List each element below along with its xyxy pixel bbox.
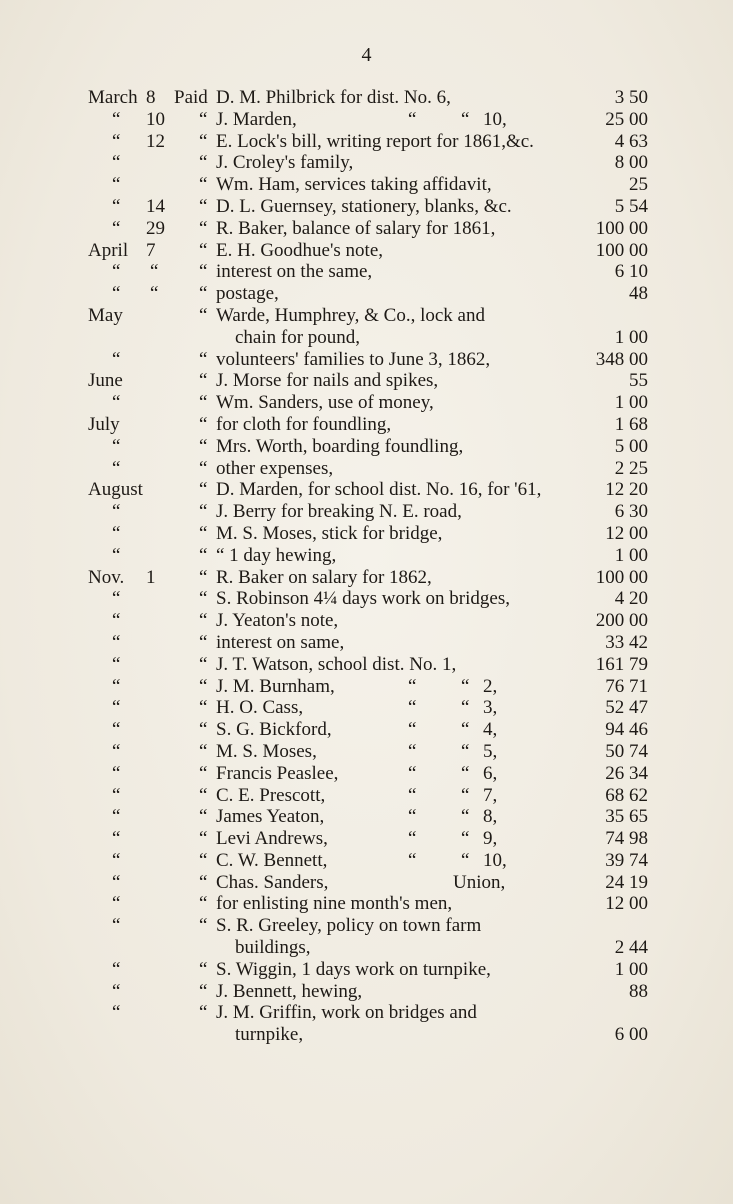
entry-day: 1 — [146, 566, 156, 588]
month-ditto-mark: “ — [112, 174, 121, 196]
entry-amount: 4 20 — [614, 588, 648, 610]
entry-day: 7 — [146, 239, 156, 261]
paid-ditto-mark: “ — [199, 653, 208, 675]
ledger-row — [88, 436, 648, 458]
district-number: 3, — [483, 697, 498, 719]
entry-amount: 50 74 — [605, 740, 648, 762]
paid-ditto-mark: “ — [199, 108, 208, 130]
month-ditto-mark: “ — [112, 195, 121, 217]
ledger-row — [88, 479, 648, 501]
ledger-row — [88, 828, 648, 850]
entry-description: J. Bennett, hewing, — [216, 980, 363, 1002]
paid-ditto-mark: “ — [199, 435, 208, 457]
month-ditto-mark: “ — [112, 631, 121, 653]
ledger-row — [88, 872, 648, 894]
month-ditto-mark: “ — [112, 457, 121, 479]
entry-description: interest on same, — [216, 631, 345, 653]
ledger-row — [88, 327, 648, 349]
month-ditto-mark: “ — [112, 348, 121, 370]
entry-amount: 39 74 — [605, 849, 648, 871]
month-ditto-mark: “ — [112, 653, 121, 675]
month-ditto-mark: “ — [112, 806, 121, 828]
month-ditto-mark: “ — [112, 435, 121, 457]
ledger-row — [88, 937, 648, 959]
entry-month: Nov. — [88, 566, 125, 588]
ditto-mark: “ — [408, 828, 417, 850]
ledger-row — [88, 218, 648, 240]
entry-amount: 6 30 — [614, 501, 648, 523]
paid-ditto-mark: “ — [199, 239, 208, 261]
paid-ditto-mark: “ — [199, 304, 208, 326]
entry-amount: 100 00 — [595, 217, 648, 239]
paid-ditto-mark: “ — [199, 261, 208, 283]
ditto-mark: “ — [461, 806, 470, 828]
paid-ditto-mark: “ — [199, 174, 208, 196]
ledger-row — [88, 1002, 648, 1024]
month-ditto-mark: “ — [112, 828, 121, 850]
month-ditto-mark: “ — [112, 1002, 121, 1024]
entry-amount: 25 — [629, 174, 648, 196]
paid-ditto-mark: “ — [199, 457, 208, 479]
entry-description: James Yeaton, — [216, 806, 325, 828]
ledger-row — [88, 654, 648, 676]
ledger-row — [88, 283, 648, 305]
entry-description: “ 1 day hewing, — [216, 544, 337, 566]
entry-amount: 12 00 — [605, 893, 648, 915]
paid-ditto-mark: “ — [199, 762, 208, 784]
entry-amount: 33 42 — [605, 631, 648, 653]
entry-description: Warde, Humphrey, & Co., lock and — [216, 304, 485, 326]
entry-description: J. Marden, — [216, 108, 297, 130]
ditto-mark: “ — [408, 762, 417, 784]
ditto-mark: “ — [408, 740, 417, 762]
ledger-row — [88, 806, 648, 828]
entry-description: J. Croley's family, — [216, 152, 354, 174]
paid-ditto-mark: “ — [199, 740, 208, 762]
entry-month: June — [88, 370, 123, 392]
month-ditto-mark: “ — [112, 697, 121, 719]
ditto-mark: “ — [461, 762, 470, 784]
entry-description: postage, — [216, 283, 279, 305]
ledger-row — [88, 719, 648, 741]
month-ditto-mark: “ — [112, 719, 121, 741]
district-number: 10, — [483, 849, 507, 871]
entry-amount: 3 50 — [614, 87, 648, 108]
entry-amount: 1 00 — [614, 544, 648, 566]
ledger-row — [88, 370, 648, 392]
entry-description: R. Baker, balance of salary for 1861, — [216, 217, 496, 239]
ditto-mark: “ — [408, 719, 417, 741]
ditto-mark: “ — [408, 784, 417, 806]
entry-description: Wm. Sanders, use of money, — [216, 392, 434, 414]
entry-description: for enlisting nine month's men, — [216, 893, 453, 915]
entry-amount: 4 63 — [614, 130, 648, 152]
entry-description: D. L. Guernsey, stationery, blanks, &c. — [216, 195, 512, 217]
entry-amount: 52 47 — [605, 697, 648, 719]
entry-day: 12 — [146, 130, 165, 152]
month-ditto-mark: “ — [112, 610, 121, 632]
entry-amount: 68 62 — [605, 784, 648, 806]
entry-description: D. M. Philbrick for dist. No. 6, — [216, 87, 451, 108]
entry-amount: 1 00 — [614, 392, 648, 414]
paid-ditto-mark: “ — [199, 130, 208, 152]
entry-day: 14 — [146, 195, 165, 217]
entry-amount: 1 68 — [614, 413, 648, 435]
paid-ditto-mark: “ — [199, 893, 208, 915]
entry-description: M. S. Moses, — [216, 740, 317, 762]
month-ditto-mark: “ — [112, 588, 121, 610]
paid-ditto-mark: “ — [199, 348, 208, 370]
entry-description: Wm. Ham, services taking affidavit, — [216, 174, 492, 196]
paid-ditto-mark: “ — [199, 784, 208, 806]
entry-amount: 35 65 — [605, 806, 648, 828]
paid-ditto-mark: “ — [199, 195, 208, 217]
month-ditto-mark: “ — [112, 108, 121, 130]
entry-description: H. O. Cass, — [216, 697, 304, 719]
month-ditto-mark: “ — [112, 544, 121, 566]
ledger-row — [88, 87, 648, 109]
month-ditto-mark: “ — [112, 283, 121, 305]
paid-ditto-mark: “ — [199, 479, 208, 501]
district-number: 9, — [483, 828, 498, 850]
entry-amount: 6 00 — [614, 1024, 648, 1046]
ledger-row — [88, 959, 648, 981]
paid-ditto-mark: “ — [199, 392, 208, 414]
entry-amount: 5 54 — [614, 195, 648, 217]
entry-description: D. Marden, for school dist. No. 16, for '61, — [216, 479, 542, 501]
month-ditto-mark: “ — [112, 740, 121, 762]
entry-amount: 94 46 — [605, 719, 648, 741]
paid-ditto-mark: “ — [199, 719, 208, 741]
entry-description: J. M. Burnham, — [216, 675, 335, 697]
entry-description: S. Wiggin, 1 days work on turnpike, — [216, 958, 491, 980]
entry-month: August — [88, 479, 143, 501]
entry-amount: 48 — [629, 283, 648, 305]
entry-day: 8 — [146, 87, 156, 108]
entry-amount: 200 00 — [595, 610, 648, 632]
ditto-mark: “ — [461, 719, 470, 741]
day-ditto-mark: “ — [150, 261, 159, 283]
paid-ditto-mark: “ — [199, 828, 208, 850]
entry-amount: 348 00 — [595, 348, 648, 370]
entry-amount: 1 00 — [614, 958, 648, 980]
ledger-row — [88, 763, 648, 785]
ledger-row — [88, 610, 648, 632]
entry-description: S. G. Bickford, — [216, 719, 332, 741]
district-name: Union, — [453, 871, 506, 893]
entry-description: J. Yeaton's note, — [216, 610, 339, 632]
ledger-row — [88, 240, 648, 262]
entry-amount: 100 00 — [595, 566, 648, 588]
ledger-row — [88, 893, 648, 915]
month-ditto-mark: “ — [112, 784, 121, 806]
entry-amount: 12 00 — [605, 522, 648, 544]
paid-ditto-mark: “ — [199, 675, 208, 697]
paid-ditto-mark: “ — [199, 544, 208, 566]
page-number: 4 — [361, 44, 372, 66]
entry-description: Levi Andrews, — [216, 828, 328, 850]
entry-description: J. T. Watson, school dist. No. 1, — [216, 653, 457, 675]
month-ditto-mark: “ — [112, 980, 121, 1002]
ledger-row — [88, 196, 648, 218]
entry-amount: 6 10 — [614, 261, 648, 283]
district-number: 4, — [483, 719, 498, 741]
paid-ditto-mark: “ — [199, 806, 208, 828]
ledger-row — [88, 349, 648, 371]
ditto-mark: “ — [461, 740, 470, 762]
ledger-row — [88, 697, 648, 719]
month-ditto-mark: “ — [112, 871, 121, 893]
entry-month: July — [88, 413, 120, 435]
ledger-table — [88, 87, 648, 1046]
month-ditto-mark: “ — [112, 675, 121, 697]
paid-ditto-mark: “ — [199, 370, 208, 392]
ledger-row — [88, 392, 648, 414]
paid-ditto-mark: “ — [199, 631, 208, 653]
paid-ditto-mark: “ — [199, 915, 208, 937]
paid-ditto-mark: “ — [199, 849, 208, 871]
ledger-row — [88, 915, 648, 937]
ledger-row — [88, 785, 648, 807]
ledger-row — [88, 131, 648, 153]
entry-day: 29 — [146, 217, 165, 239]
entry-amount: 2 25 — [614, 457, 648, 479]
ledger-row — [88, 305, 648, 327]
entry-amount: 12 20 — [605, 479, 648, 501]
ledger-row — [88, 501, 648, 523]
ditto-mark: “ — [408, 675, 417, 697]
ditto-mark: “ — [408, 108, 417, 130]
ditto-mark: “ — [461, 697, 470, 719]
district-number: 2, — [483, 675, 498, 697]
ditto-mark: “ — [461, 108, 470, 130]
entry-continuation: turnpike, — [235, 1024, 304, 1046]
ledger-row — [88, 850, 648, 872]
paid-ditto-mark: “ — [199, 588, 208, 610]
ledger-row — [88, 152, 648, 174]
paid-ditto-mark: “ — [199, 1002, 208, 1024]
month-ditto-mark: “ — [112, 893, 121, 915]
ledger-row — [88, 676, 648, 698]
paid-label: Paid — [174, 87, 208, 108]
month-ditto-mark: “ — [112, 261, 121, 283]
ditto-mark: “ — [408, 806, 417, 828]
month-ditto-mark: “ — [112, 522, 121, 544]
entry-amount: 76 71 — [605, 675, 648, 697]
entry-description: E. H. Goodhue's note, — [216, 239, 384, 261]
paid-ditto-mark: “ — [199, 980, 208, 1002]
ledger-row — [88, 174, 648, 196]
month-ditto-mark: “ — [112, 762, 121, 784]
ledger-row — [88, 261, 648, 283]
ditto-mark: “ — [461, 675, 470, 697]
entry-amount: 5 00 — [614, 435, 648, 457]
ditto-mark: “ — [461, 828, 470, 850]
paid-ditto-mark: “ — [199, 566, 208, 588]
ledger-row — [88, 632, 648, 654]
ledger-row — [88, 109, 648, 131]
district-number: 6, — [483, 762, 498, 784]
ledger-row — [88, 523, 648, 545]
paid-ditto-mark: “ — [199, 217, 208, 239]
entry-amount: 100 00 — [595, 239, 648, 261]
entry-amount: 74 98 — [605, 828, 648, 850]
ledger-row — [88, 981, 648, 1003]
paid-ditto-mark: “ — [199, 152, 208, 174]
ledger-row — [88, 588, 648, 610]
ditto-mark: “ — [408, 849, 417, 871]
entry-description: J. Berry for breaking N. E. road, — [216, 501, 462, 523]
entry-description: for cloth for foundling, — [216, 413, 392, 435]
entry-description: Francis Peaslee, — [216, 762, 339, 784]
entry-month: April — [88, 239, 129, 261]
entry-amount: 88 — [629, 980, 648, 1002]
ledger-row — [88, 414, 648, 436]
month-ditto-mark: “ — [112, 217, 121, 239]
entry-continuation: buildings, — [235, 937, 311, 959]
month-ditto-mark: “ — [112, 152, 121, 174]
district-number: 10, — [483, 108, 507, 130]
ledger-row — [88, 567, 648, 589]
entry-description: J. M. Griffin, work on bridges and — [216, 1002, 477, 1024]
paid-ditto-mark: “ — [199, 871, 208, 893]
entry-amount: 161 79 — [595, 653, 648, 675]
entry-amount: 1 00 — [614, 326, 648, 348]
entry-amount: 24 19 — [605, 871, 648, 893]
ledger-row — [88, 458, 648, 480]
entry-description: E. Lock's bill, writing report for 1861,&c. — [216, 130, 534, 152]
entry-description: interest on the same, — [216, 261, 373, 283]
district-number: 8, — [483, 806, 498, 828]
paid-ditto-mark: “ — [199, 522, 208, 544]
paid-ditto-mark: “ — [199, 283, 208, 305]
month-ditto-mark: “ — [112, 958, 121, 980]
month-ditto-mark: “ — [112, 392, 121, 414]
entry-description: C. W. Bennett, — [216, 849, 328, 871]
entry-description: other expenses, — [216, 457, 334, 479]
entry-description: J. Morse for nails and spikes, — [216, 370, 439, 392]
entry-description: S. Robinson 4¼ days work on bridges, — [216, 588, 510, 610]
entry-description: Chas. Sanders, — [216, 871, 329, 893]
ditto-mark: “ — [408, 697, 417, 719]
ditto-mark: “ — [461, 784, 470, 806]
entry-description: M. S. Moses, stick for bridge, — [216, 522, 443, 544]
paid-ditto-mark: “ — [199, 697, 208, 719]
paid-ditto-mark: “ — [199, 501, 208, 523]
ditto-mark: “ — [461, 849, 470, 871]
entry-description: volunteers' families to June 3, 1862, — [216, 348, 491, 370]
entry-amount: 55 — [629, 370, 648, 392]
entry-description: S. R. Greeley, policy on town farm — [216, 915, 482, 937]
entry-description: R. Baker on salary for 1862, — [216, 566, 432, 588]
paid-ditto-mark: “ — [199, 958, 208, 980]
district-number: 7, — [483, 784, 498, 806]
ledger-row — [88, 1024, 648, 1046]
entry-description: C. E. Prescott, — [216, 784, 326, 806]
paid-ditto-mark: “ — [199, 413, 208, 435]
entry-month: May — [88, 304, 123, 326]
month-ditto-mark: “ — [112, 501, 121, 523]
ledger-row — [88, 741, 648, 763]
month-ditto-mark: “ — [112, 915, 121, 937]
entry-day: 10 — [146, 108, 165, 130]
entry-continuation: chain for pound, — [235, 326, 361, 348]
entry-month: March — [88, 87, 138, 108]
entry-description: Mrs. Worth, boarding foundling, — [216, 435, 464, 457]
day-ditto-mark: “ — [150, 283, 159, 305]
month-ditto-mark: “ — [112, 130, 121, 152]
ledger-row — [88, 545, 648, 567]
paid-ditto-mark: “ — [199, 610, 208, 632]
entry-amount: 2 44 — [614, 937, 648, 959]
entry-amount: 26 34 — [605, 762, 648, 784]
entry-amount: 8 00 — [614, 152, 648, 174]
month-ditto-mark: “ — [112, 849, 121, 871]
entry-amount: 25 00 — [605, 108, 648, 130]
district-number: 5, — [483, 740, 498, 762]
